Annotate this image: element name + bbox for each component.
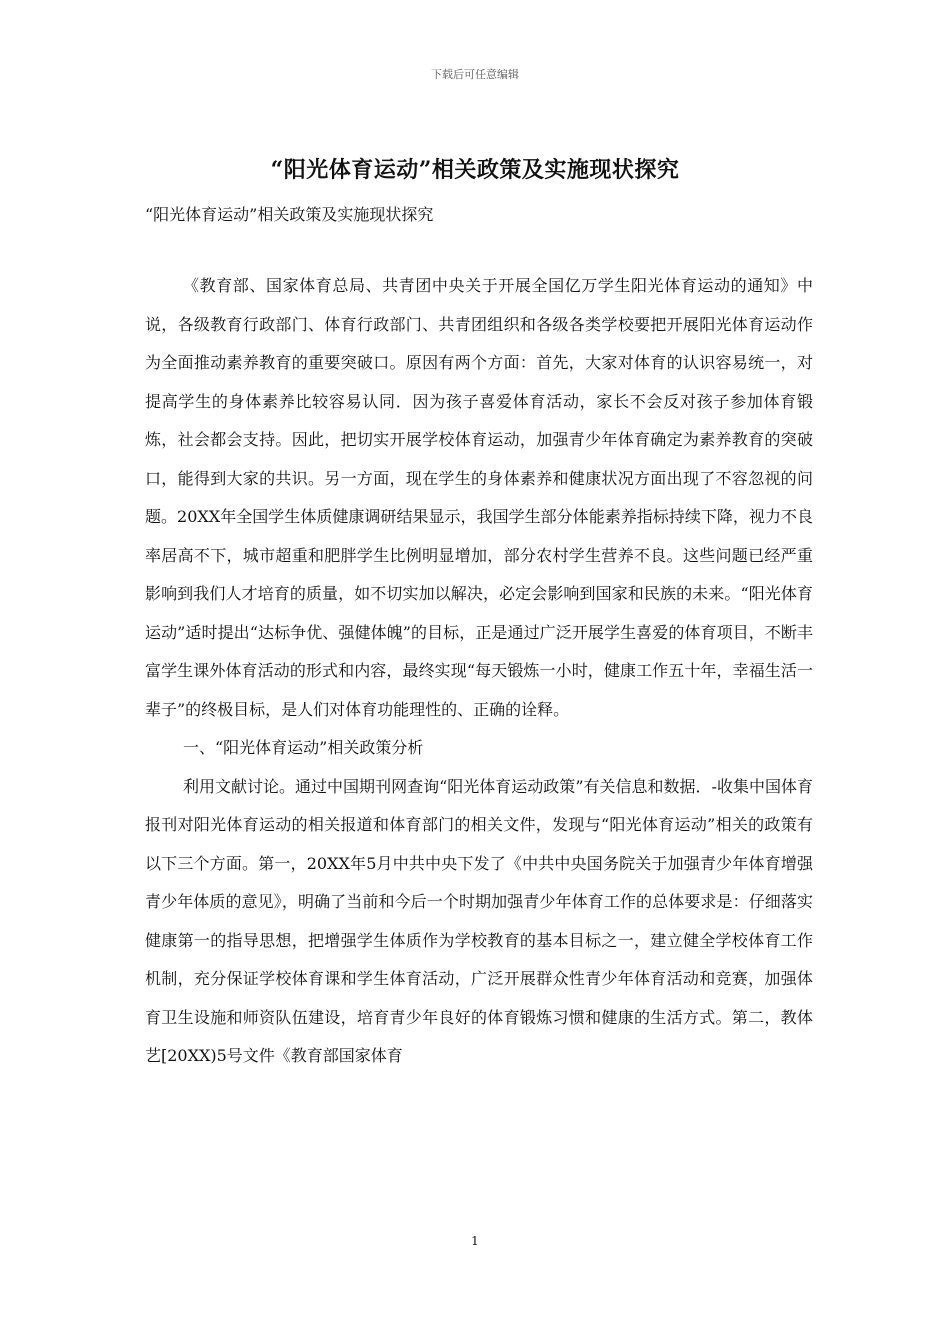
section-heading: 一、“阳光体育运动”相关政策分析 <box>183 738 424 757</box>
paragraph-policy-analysis: 利用文献讨论。通过中国期刊网查询“阳光体育运动政策”有关信息和数据．-收集中国体育报刊对阳光体育运动的相关报道和体育部门的相关文件，发现与“阳光体育运动”相关的政策有以下三个方面。第一，20XX年5月中共中央下发了《中共中央国务院关于加强青少年体育增强青少年体质的意见》，明确了当前和今后一个时期加强青少年体育工作的总体要求是：仔细落实健康第一的指导思想，把增强学生体质作为学校教育的基本目标之一，建立健全学校体育工作机制，充分保证学校体育课和学生体育活动，广泛开展群众性青少年体育活动和竞赛，加强体育卫生设施和师资队伍建设，培育青少年良好的体育锻炼习惯和健康的生活方式。第二，教体艺[20XX)5号文件《教育部国家体育 <box>145 776 813 1065</box>
body-text <box>145 267 813 1076</box>
header-note: 下载后可任意编辑 <box>431 68 519 81</box>
document-subtitle: “阳光体育运动”相关政策及实施现状探究 <box>145 205 434 224</box>
document-title: “阳光体育运动”相关政策及实施现状探究 <box>270 157 680 183</box>
paragraph-intro: 《教育部、国家体育总局、共青团中央关于开展全国亿万学生阳光体育运动的通知》中说，各级教育行政部门、体育行政部门、共青团组织和各级各类学校要把开展阳光体育运动作为全面推动素养教育的重要突破口。原因有两个方面：首先，大家对体育的认识容易统一，对提高学生的身体素养比较容易认同．因为孩子喜爱体育活动，家长不会反对孩子参加体育锻炼，社会都会支持。因此，把切实开展学校体育运动，加强青少年体育确定为素养教育的突破口，能得到大家的共识。另一方面，现在学生的身体素养和健康状况方面出现了不容忽视的问题。20XX年全国学生体质健康调研结果显示，我国学生部分体能素养指标持续下降，视力不良率居高不下，城市超重和肥胖学生比例明显增加，部分农村学生营养不良。这些问题已经严重影响到我们人才培育的质量，如不切实加以解决，必定会影响到国家和民族的未来。“阳光体育运动”适时提出“达标争优、强健体魄”的目标，正是通过广泛开展学生喜爱的体育项目，不断丰富学生课外体育活动的形式和内容，最终实现“每天锻炼一小时，健康工作五十年，幸福生活一辈子”的终极目标，是人们对体育功能理性的、正确的诠释。 <box>145 276 813 719</box>
page-number: 1 <box>471 1234 479 1248</box>
